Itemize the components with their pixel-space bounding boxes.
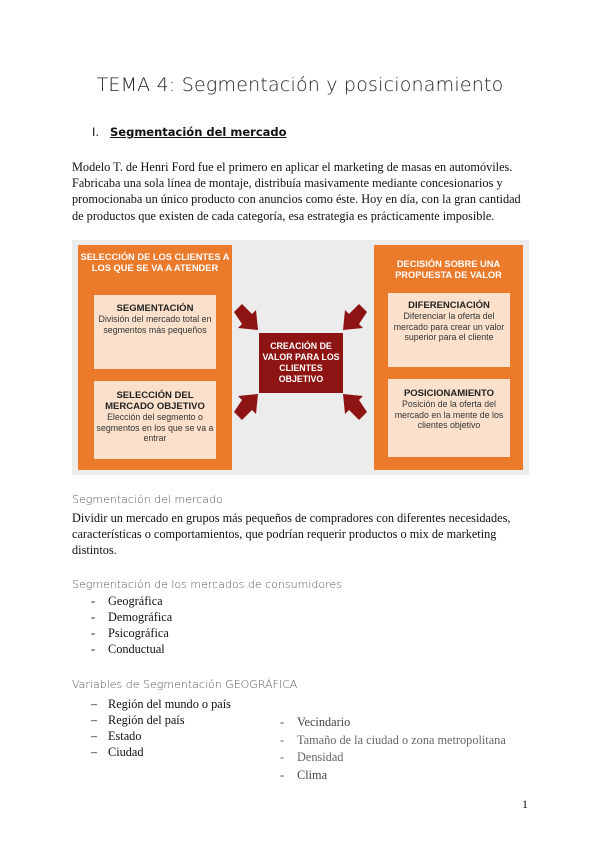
list-item: – Región del país xyxy=(91,713,231,729)
arrow-bottom-left xyxy=(234,394,258,420)
page-number: 1 xyxy=(522,797,528,811)
card-differentiation xyxy=(388,293,510,367)
section-heading xyxy=(92,125,287,139)
geo-variables-left-list xyxy=(91,697,231,761)
arrow-top-left xyxy=(234,304,258,330)
list-item: - Geográfica xyxy=(91,594,172,610)
section-number: I. xyxy=(92,125,100,139)
page-title: TEMA 4: Segmentación y posicionamiento xyxy=(96,74,504,96)
card-description: Diferenciar la oferta del mercado para crear un valor superior para el cliente xyxy=(393,311,505,342)
list-item: - Psicográfica xyxy=(91,626,172,642)
card-title: POSICIONAMIENTO xyxy=(403,388,495,399)
left-panel-heading: SELECCIÓN DE LOS CLIENTES A LOS QUE SE VA A ATENDER xyxy=(80,252,230,273)
right-panel xyxy=(374,245,523,470)
list-item: - Clima xyxy=(280,767,506,785)
list-item: - Demográfica xyxy=(91,610,172,626)
card-description: Elección del segmento o segmentos en los que se va a entrar xyxy=(96,412,214,443)
list-item: - Conductual xyxy=(91,642,172,658)
intro-paragraph: Modelo T. de Henri Ford fue el primero en aplicar el marketing de masas en automóviles. Fabricaba una sola línea de montaje, distribuía masivamente mediante concesionarios y promocionaba un único producto con anuncios como éste. Hoy en día, con la gran cantidad de productos que existen de cada categoría, esa estrategia es prácticamente imposible. xyxy=(72,160,521,223)
subheading-geographic-variables: Variables de Segmentación GEOGRÁFICA xyxy=(72,678,298,691)
arrow-top-right xyxy=(343,304,367,330)
right-panel-heading: DECISIÓN SOBRE UNA PROPUESTA DE VALOR xyxy=(395,259,502,280)
arrow-bottom-right xyxy=(343,394,367,420)
consumer-segments-list xyxy=(91,594,172,658)
subheading-segmentation: Segmentación del mercado xyxy=(72,493,223,506)
card-title: DIFERENCIACIÓN xyxy=(408,300,490,311)
list-item: – Región del mundo o país xyxy=(91,697,231,713)
section-title: Segmentación del mercado xyxy=(110,125,287,139)
card-description: Posición de la oferta del mercado en la mente de los clientes objetivo xyxy=(394,399,504,430)
definition-paragraph: Dividir un mercado en grupos más pequeños de compradores con diferentes necesidades, características o comportamientos, que podrían requerir productos o mix de marketing distintos. xyxy=(72,511,511,558)
list-item: - Densidad xyxy=(280,749,506,767)
card-title: SEGMENTACIÓN xyxy=(116,303,194,314)
center-value-box xyxy=(259,333,343,393)
card-description: División del mercado total en segmentos más pequeños xyxy=(98,314,212,335)
list-item: – Estado xyxy=(91,729,231,745)
list-item: - Tamaño de la ciudad o zona metropolitana xyxy=(280,732,506,750)
card-title: SELECCIÓN DEL MERCADO OBJETIVO xyxy=(105,390,205,412)
card-positioning xyxy=(388,379,510,457)
subheading-consumer-markets: Segmentación de los mercados de consumidores xyxy=(72,578,342,591)
center-value-text: CREACIÓN DE VALOR PARA LOS CLIENTES OBJETIVO xyxy=(262,341,340,384)
list-item: – Ciudad xyxy=(91,745,231,761)
geo-variables-right-list xyxy=(280,714,506,784)
list-item: - Vecindario xyxy=(280,714,506,732)
segmentation-diagram xyxy=(72,240,529,475)
